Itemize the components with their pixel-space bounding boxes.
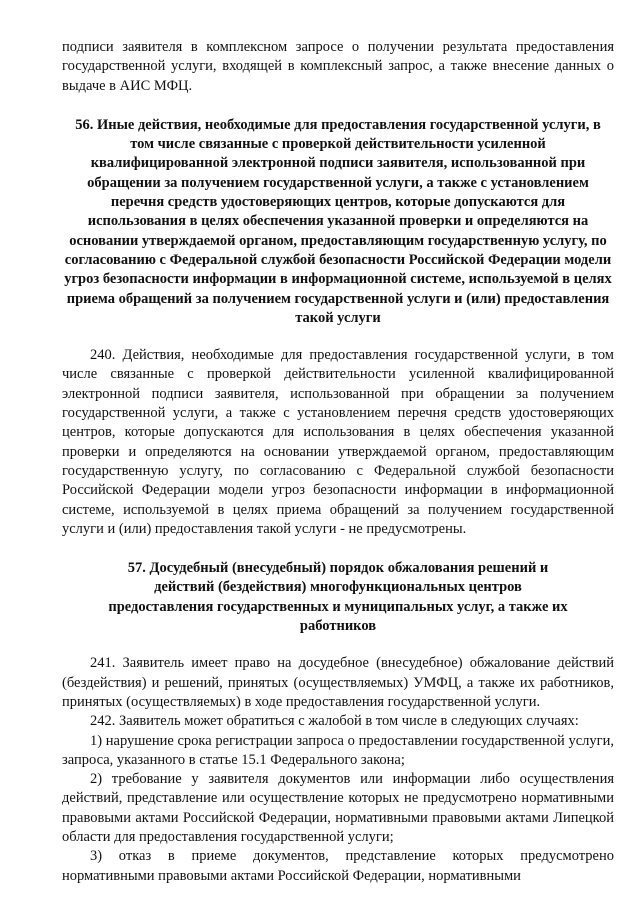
list-item-2: 2) требование у заявителя документов или информации либо осуществления действий, представление или осуществление которых не предусмотрено нормативными правовыми актами Российской Федерации, нормативными правовыми актами Липецкой области для предоставления государственной услуги; bbox=[62, 771, 614, 845]
document-page bbox=[62, 38, 614, 886]
paragraph-241: 241. Заявитель имеет право на досудебное (внесудебное) обжалование действий (бездействия) и решений, принятых (осуществляемых) УМФЦ, а также их работников, принятых (осуществляемых) в ходе предоставления государственной услуги. bbox=[62, 655, 614, 710]
list-item-3: 3) отказ в приеме документов, представление которых предусмотрено нормативными правовыми актами Российской Федерации, нормативными bbox=[62, 848, 614, 884]
paragraph-242: 242. Заявитель может обратиться с жалобой в том числе в следующих случаях: bbox=[90, 713, 579, 730]
list-item-1: 1) нарушение срока регистрации запроса о предоставлении государственной услуги, запроса, указанного в статье 15.1 Федерального закона; bbox=[62, 732, 614, 768]
paragraph-240: 240. Действия, необходимые для предоставления государственной услуги, в том числе связанные с проверкой действительности усиленной квалифицированной электронной подписи заявителя, использованной при обращении за получением государственной услуги, а также с установлением перечня средств удостоверяющих центров, которые допускаются для использования в целях обеспечения указанной проверки и определяются на основании утверждаемой органом, предоставляющим государственную услугу, по согласованию с Федеральной службой безопасности Российской Федерации модели угроз безопасности информации в информационной системе, используемой в целях приема обращений за получением государственной услуги и (или) предоставления такой услуги - не предусмотрены. bbox=[62, 347, 614, 537]
intro-paragraph: подписи заявителя в комплексном запросе о получении результата предоставления государственной услуги, входящей в комплексный запрос, а также внесение данных о выдаче в АИС МФЦ. bbox=[62, 39, 614, 94]
section-57-heading: 57. Досудебный (внесудебный) порядок обжалования решений и действий (бездействия) многофункциональных центров предоставления государственных и муниципальных услуг, а также их работников bbox=[108, 560, 568, 635]
section-56-heading: 56. Иные действия, необходимые для предоставления государственной услуги, в том числе связанные с проверкой действительности усиленной квалифицированной электронной подписи заявителя, использованной при обращении за получением государственной услуги, а также с установлением перечня средств удостоверяющих центров, которые допускаются для использования в целях обеспечения указанной проверки и определяются на основании утверждаемой органом, предоставляющим государственную услугу, по согласованию с Федеральной службой безопасности Российской Федерации модели угроз безопасности информации в информационной системе, используемой в целях приема обращений за получением государственной услуги и (или) предоставления такой услуги bbox=[64, 116, 612, 326]
